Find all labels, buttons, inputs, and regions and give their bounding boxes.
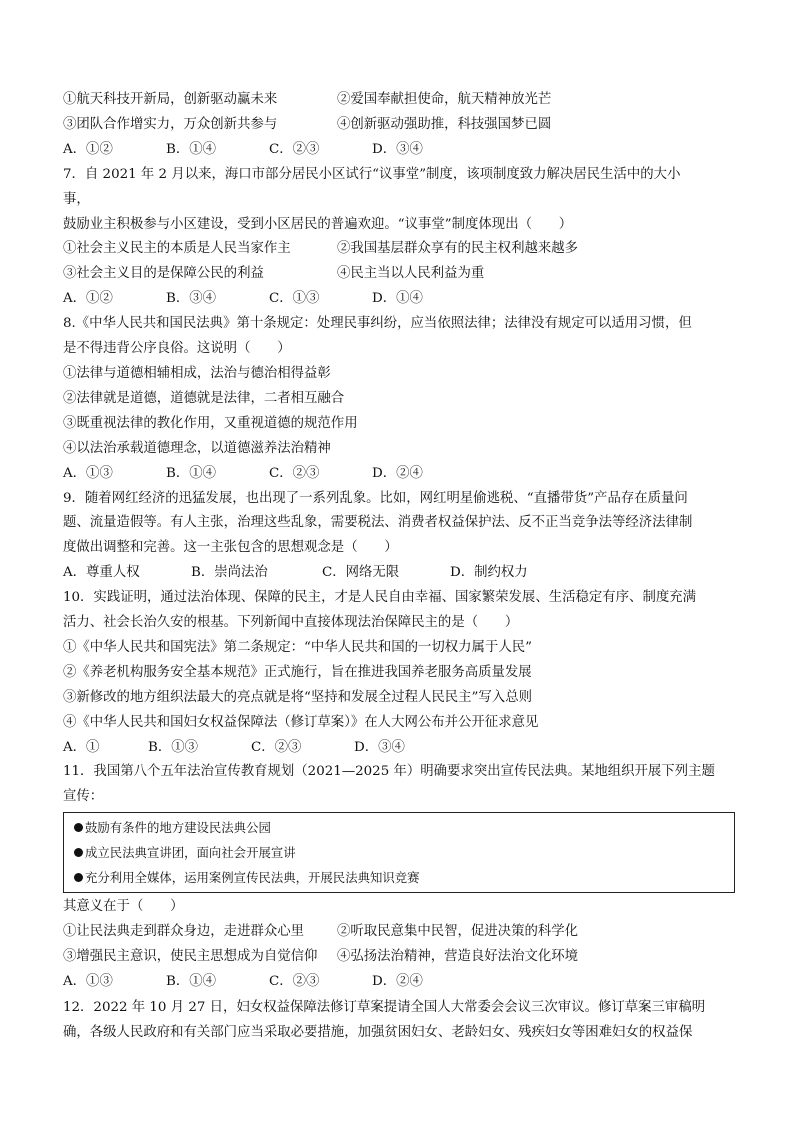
question-stem: 题、流量造假等。有人主张，治理这些乱象，需要税法、消费者权益保护法、反不正当竞争法等经济法律制: [63, 515, 693, 531]
question-stem: 确，各级人民政府和有关部门应当采取必要措施，加强贫困妇女、老龄妇女、残疾妇女等困难妇女的权益保: [63, 1024, 693, 1040]
question-stem: 7．自 2021 年 2 月以来，海口市部分居民小区试行“议事堂”制度，该项制度致力解决居民生活中的大小: [63, 166, 681, 182]
option-row: [63, 920, 735, 945]
question-6: [63, 88, 735, 163]
question-stem: 宣传：: [63, 789, 104, 805]
statement-item: ④《中华人民共和国妇女权益保障法（修订草案）》在人大网公布并公开征求意见: [63, 714, 539, 730]
answer-a: A．①: [63, 739, 100, 755]
answer-a: A．尊重人权: [63, 565, 140, 581]
answer-c: C．①③: [269, 291, 320, 307]
question-10: [63, 586, 735, 760]
question-stem: 11．我国第八个五年法治宣传教育规划（2021—2025 年）明确要求突出宣传民法典。某地组织开展下列主题: [63, 764, 715, 780]
option-item: ③增强民主意识，使民主思想成为自觉信仰: [63, 949, 318, 965]
question-stem: 鼓励业主积极参与小区建设，受到小区居民的普遍欢迎。“议事堂”制度体现出（ ）: [63, 216, 573, 232]
statement-item: ③新修改的地方组织法最大的亮点就是将“坚持和发展全过程人民民主”写入总则: [63, 689, 532, 705]
question-stem: 度做出调整和完善。这一主张包含的思想观念是（ ）: [63, 540, 398, 556]
question-8: [63, 312, 735, 486]
answer-c: C．②③: [251, 739, 302, 755]
bullet-icon: [74, 823, 83, 832]
answer-a: A．①③: [63, 465, 113, 481]
option-item: ④弘扬法治精神，营造良好法治文化环境: [337, 949, 579, 965]
statement-item: ②法律就是道德，道德就是法律，二者相互融合: [63, 390, 345, 406]
option-item: ③社会主义目的是保障公民的利益: [63, 266, 264, 282]
answer-a: A．①②: [63, 141, 113, 157]
material-item: [74, 865, 726, 890]
question-9: [63, 487, 735, 587]
answer-b: B．①③: [148, 739, 199, 755]
answer-b: B．③④: [166, 291, 217, 307]
answer-c: C．②③: [269, 465, 320, 481]
answer-d: D．③④: [354, 739, 405, 755]
question-stem: 8.《中华人民共和国民法典》第十条规定：处理民事纠纷，应当依照法律；法律没有规定可以适用习惯，但: [63, 316, 692, 332]
question-stem: 是不得违背公序良俗。这说明（ ）: [63, 341, 291, 357]
answer-choices: [63, 287, 735, 312]
answer-choices: [63, 138, 735, 163]
statement-item: ④以法治承载道德理念，以道德滋养法治精神: [63, 440, 331, 456]
option-item: ①航天科技开新局，创新驱动赢未来: [63, 92, 278, 107]
question-12: [63, 995, 735, 1045]
material-text: 充分利用全媒体，运用案例宣传民法典，开展民法典知识竞赛: [85, 870, 420, 886]
answer-d: D．③④: [372, 141, 423, 157]
option-row: [63, 945, 735, 970]
answer-b: B．①④: [166, 141, 217, 157]
question-stem: 10．实践证明，通过法治体现、保障的民主，才是人民自由幸福、国家繁荣发展、生活稳定有序、制度充满: [63, 590, 697, 606]
bullet-icon: [74, 848, 83, 857]
answer-choices: [63, 561, 735, 586]
answer-c: C．网络无限: [322, 565, 400, 581]
exam-content: [63, 88, 735, 1045]
option-item: ①让民法典走到群众身边，走进群众心里: [63, 924, 305, 940]
option-item: ①社会主义民主的本质是人民当家作主: [63, 241, 291, 257]
answer-d: D．②④: [372, 974, 423, 989]
question-stem: 12．2022 年 10 月 27 日，妇女权益保障法修订草案提请全国人大常委会会议三次审议。修订草案三审稿明: [63, 999, 706, 1015]
material-item: [74, 815, 726, 840]
question-stem: 事，: [63, 191, 90, 207]
answer-b: B．①④: [166, 974, 217, 989]
answer-d: D．①④: [372, 291, 423, 307]
material-text: 鼓励有条件的地方建设民法典公园: [85, 820, 271, 836]
option-item: ②爱国奉献担使命，航天精神放光芒: [337, 92, 552, 107]
option-item: ④创新驱动强助推，科技强国梦已圆: [337, 116, 552, 132]
option-item: ④民主当以人民利益为重: [337, 266, 485, 282]
question-7: [63, 163, 735, 312]
answer-choices: [63, 970, 735, 995]
material-box: [63, 812, 735, 893]
answer-a: A．①③: [63, 974, 113, 989]
option-item: ②我国基层群众享有的民主权利越来越多: [337, 241, 579, 257]
statement-item: ①《中华人民共和国宪法》第二条规定：“中华人民共和国的一切权力属于人民”: [63, 639, 532, 655]
answer-b: B．①④: [166, 465, 217, 481]
option-row: [63, 262, 735, 287]
question-stem: 活力、社会长治久安的根基。下列新闻中直接体现法治保障民主的是（ ）: [63, 615, 519, 631]
answer-d: D．②④: [372, 465, 423, 481]
material-text: 成立民法典宣讲团，面向社会开展宣讲: [85, 845, 296, 861]
option-row: [63, 88, 735, 113]
answer-d: D．制约权力: [450, 565, 528, 581]
question-stem: 9．随着网红经济的迅猛发展，也出现了一系列乱象。比如，网红明星偷逃税、“直播带货”产品存在质量问: [63, 490, 688, 506]
answer-choices: [63, 736, 735, 761]
answer-c: C．②③: [269, 141, 320, 157]
question-stem: 其意义在于（ ）: [63, 899, 184, 915]
option-item: ③团队合作增实力，万众创新共参与: [63, 116, 278, 132]
material-item: [74, 840, 726, 865]
question-11: [63, 760, 735, 994]
option-row: [63, 237, 735, 262]
answer-c: C．②③: [269, 974, 320, 989]
option-item: ②听取民意集中民智，促进决策的科学化: [337, 924, 579, 940]
statement-item: ①法律与道德相辅相成，法治与德治相得益彰: [63, 365, 331, 381]
statement-item: ③既重视法律的教化作用，又重视道德的规范作用: [63, 415, 358, 431]
option-row: [63, 113, 735, 138]
statement-item: ②《养老机构服务安全基本规范》正式施行，旨在推进我国养老服务高质量发展: [63, 664, 532, 680]
answer-choices: [63, 462, 735, 487]
answer-b: B．崇尚法治: [191, 565, 268, 581]
answer-a: A．①②: [63, 291, 113, 307]
bullet-icon: [74, 873, 83, 882]
